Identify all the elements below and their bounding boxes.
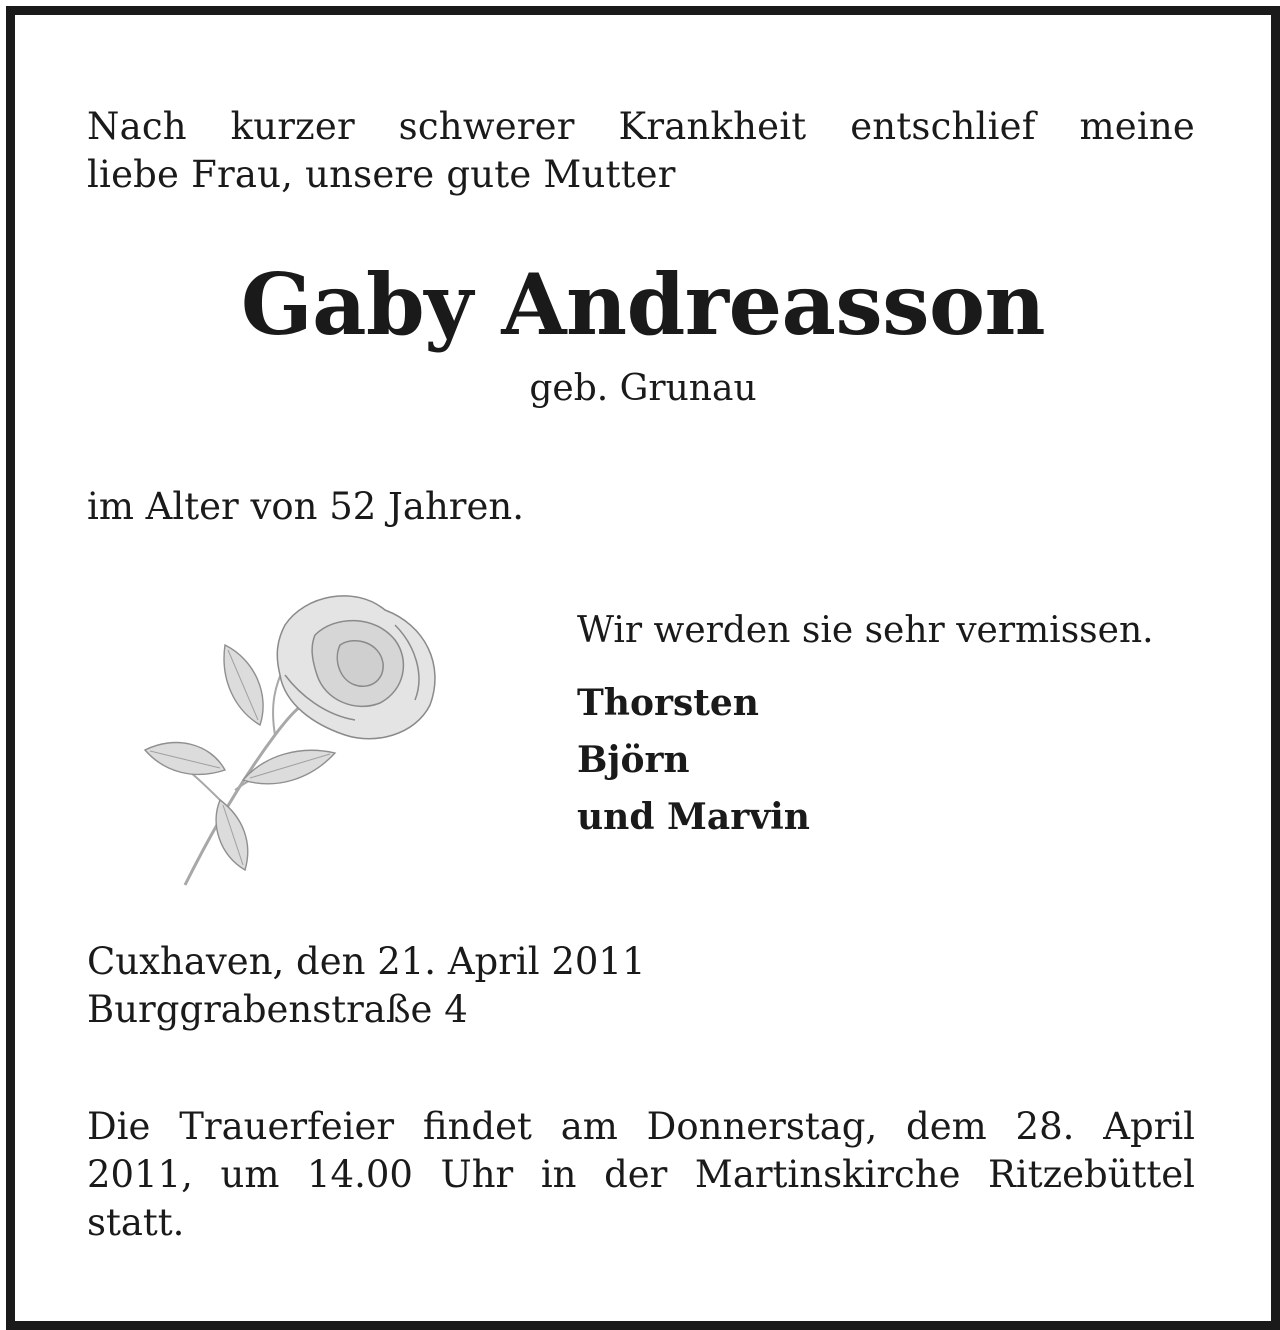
mourner-name: und Marvin [577, 796, 810, 838]
ceremony-line-1: Die Trauerfeier findet am Donnerstag, dem 28. April [87, 1105, 1195, 1148]
maiden-name: geb. Grunau [529, 368, 757, 409]
deceased-name: Gaby Andreasson [240, 255, 1046, 354]
intro-line-1: Nach kurzer schwerer Krankheit entschlief meine [87, 105, 1195, 148]
mourner-name: Thorsten [577, 682, 759, 724]
place-date: Cuxhaven, den 21. April 2011 [87, 940, 646, 983]
address: Burggrabenstraße 4 [87, 988, 468, 1031]
mourner-name: Björn [577, 739, 690, 781]
rose-icon [125, 585, 445, 905]
intro-line-2: liebe Frau, unsere gute Mutter [87, 153, 676, 196]
ceremony-info [87, 1103, 1195, 1247]
age-line: im Alter von 52 Jahren. [87, 485, 524, 528]
obituary-notice [6, 6, 1280, 1330]
ceremony-line-3: statt. [87, 1201, 185, 1244]
closing-line: Wir werden sie sehr vermissen. [577, 610, 1154, 651]
ceremony-line-2: 2011, um 14.00 Uhr in der Martinskirche Ritzebüttel [87, 1153, 1195, 1196]
place-and-address [87, 938, 646, 1034]
mourners-list [577, 675, 810, 846]
intro-text [87, 103, 1195, 199]
